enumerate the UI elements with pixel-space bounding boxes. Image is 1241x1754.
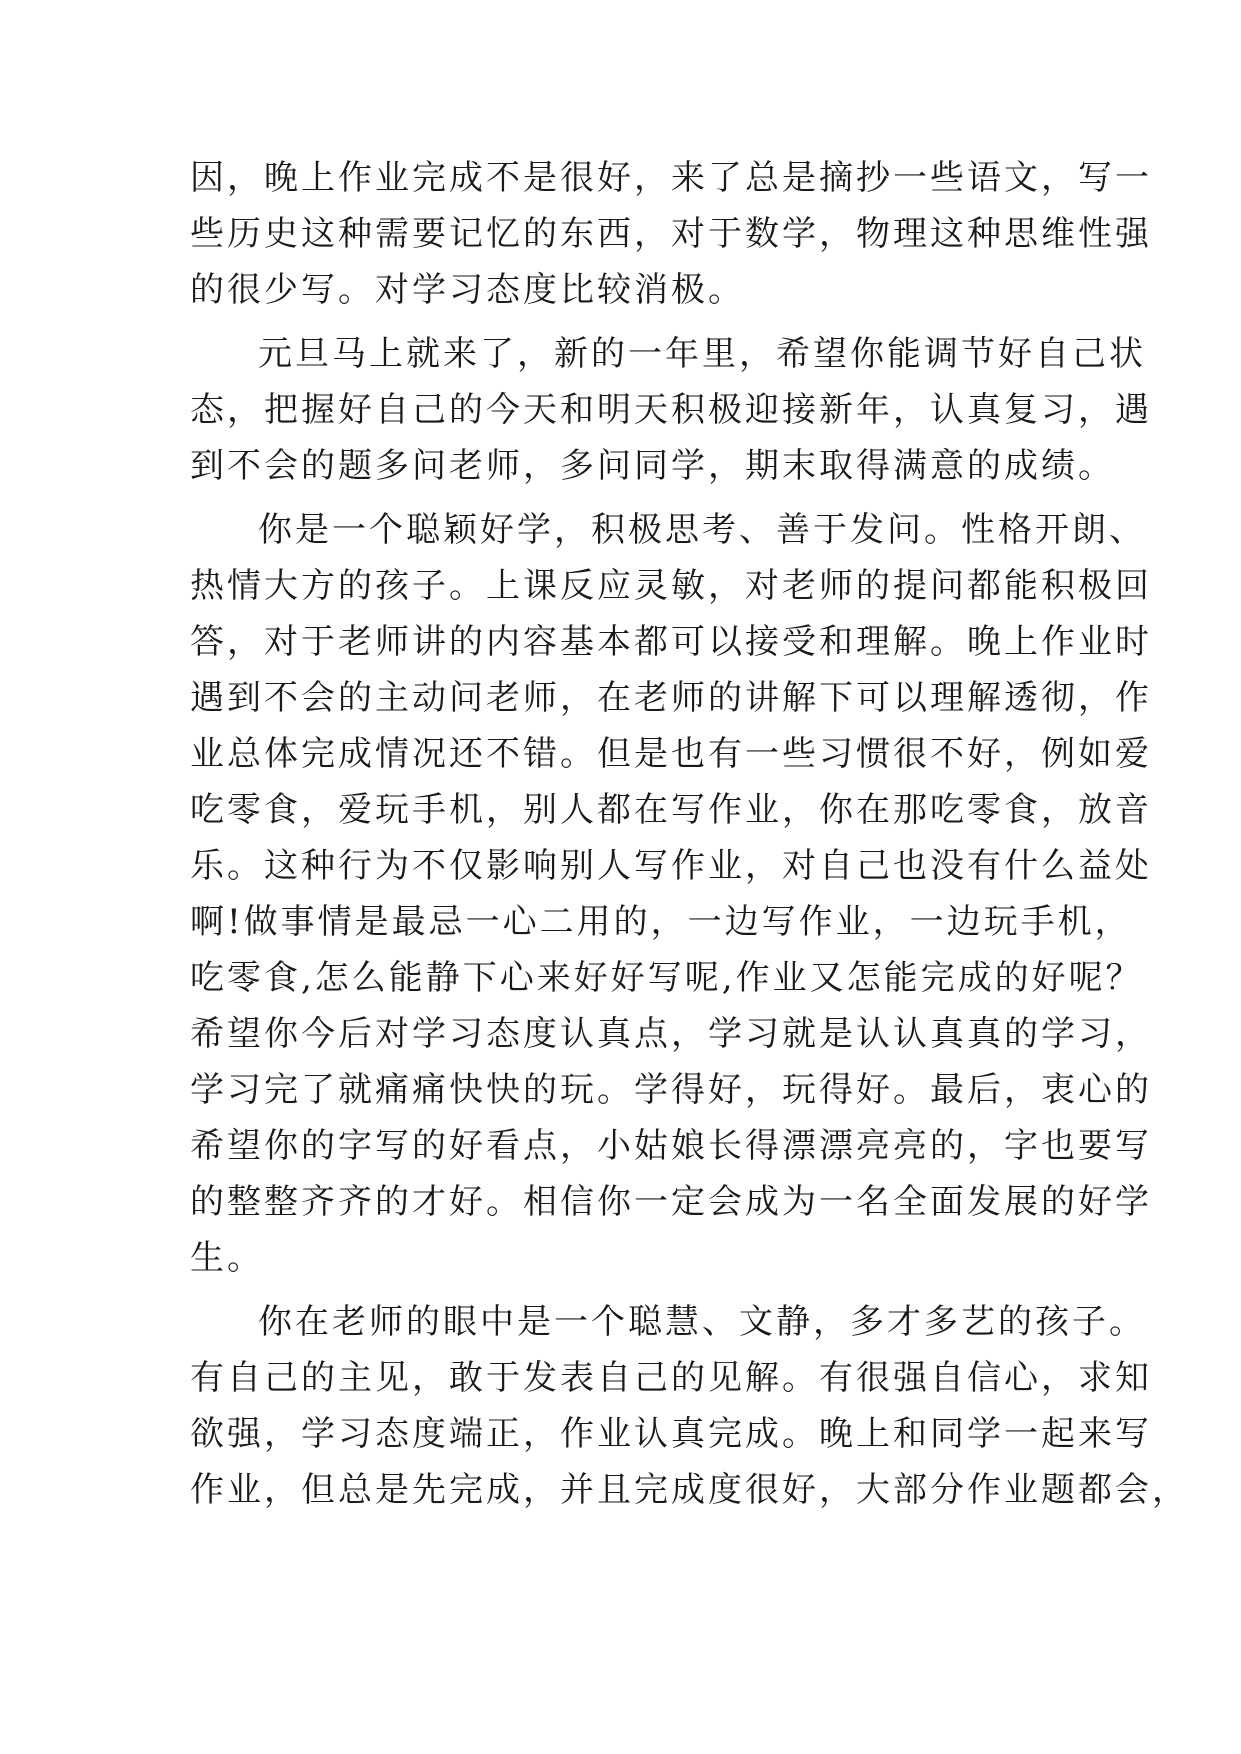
text-line: 态，把握好自己的今天和明天积极迎接新年，认真复习，遇: [190, 390, 1152, 430]
paragraph-2: [190, 326, 1152, 494]
text-line: 学习完了就痛痛快快的玩。学得好，玩得好。最后，衷心的: [190, 1070, 1152, 1110]
document-body: [190, 150, 1189, 1518]
text-line: 你是一个聪颖好学，积极思考、善于发问。性格开朗、: [258, 510, 1146, 550]
text-line: 生。: [190, 1238, 264, 1278]
text-line: 热情大方的孩子。上课反应灵敏，对老师的提问都能积极回: [190, 566, 1152, 606]
paragraph-3: [190, 502, 1152, 1286]
text-line: 希望你今后对学习态度认真点，学习就是认认真真的学习，: [190, 1014, 1152, 1054]
text-line: 吃零食,怎么能静下心来好好写呢,作业又怎能完成的好呢？: [190, 958, 1143, 998]
text-line: 到不会的题多问老师，多问同学，期末取得满意的成绩。: [190, 446, 1115, 486]
paragraph-4: [190, 1294, 1189, 1518]
text-line: 希望你的字写的好看点，小姑娘长得漂漂亮亮的，字也要写: [190, 1126, 1152, 1166]
text-line: 业总体完成情况还不错。但是也有一些习惯很不好，例如爱: [190, 734, 1152, 774]
text-line: 啊!做事情是最忌一心二用的，一边写作业，一边玩手机，: [190, 902, 1132, 942]
text-line: 的很少写。对学习态度比较消极。: [190, 270, 745, 310]
text-line: 有自己的主见，敢于发表自己的见解。有很强自信心，求知: [190, 1358, 1152, 1398]
text-line: 元旦马上就来了，新的一年里，希望你能调节好自己状: [258, 334, 1146, 374]
text-line: 作业，但总是先完成，并且完成度很好，大部分作业题都会，: [190, 1470, 1189, 1510]
text-line: 遇到不会的主动问老师，在老师的讲解下可以理解透彻，作: [190, 678, 1152, 718]
text-line: 吃零食，爱玩手机，别人都在写作业，你在那吃零食，放音: [190, 790, 1152, 830]
text-line: 的整整齐齐的才好。相信你一定会成为一名全面发展的好学: [190, 1182, 1152, 1222]
text-line: 欲强，学习态度端正，作业认真完成。晚上和同学一起来写: [190, 1414, 1152, 1454]
text-line: 答，对于老师讲的内容基本都可以接受和理解。晚上作业时: [190, 622, 1152, 662]
text-line: 因，晚上作业完成不是很好，来了总是摘抄一些语文，写一: [190, 158, 1152, 198]
paragraph-1: [190, 150, 1152, 318]
text-line: 你在老师的眼中是一个聪慧、文静，多才多艺的孩子。: [258, 1302, 1146, 1342]
text-line: 些历史这种需要记忆的东西，对于数学，物理这种思维性强: [190, 214, 1152, 254]
text-line: 乐。这种行为不仅影响别人写作业，对自己也没有什么益处: [190, 846, 1152, 886]
